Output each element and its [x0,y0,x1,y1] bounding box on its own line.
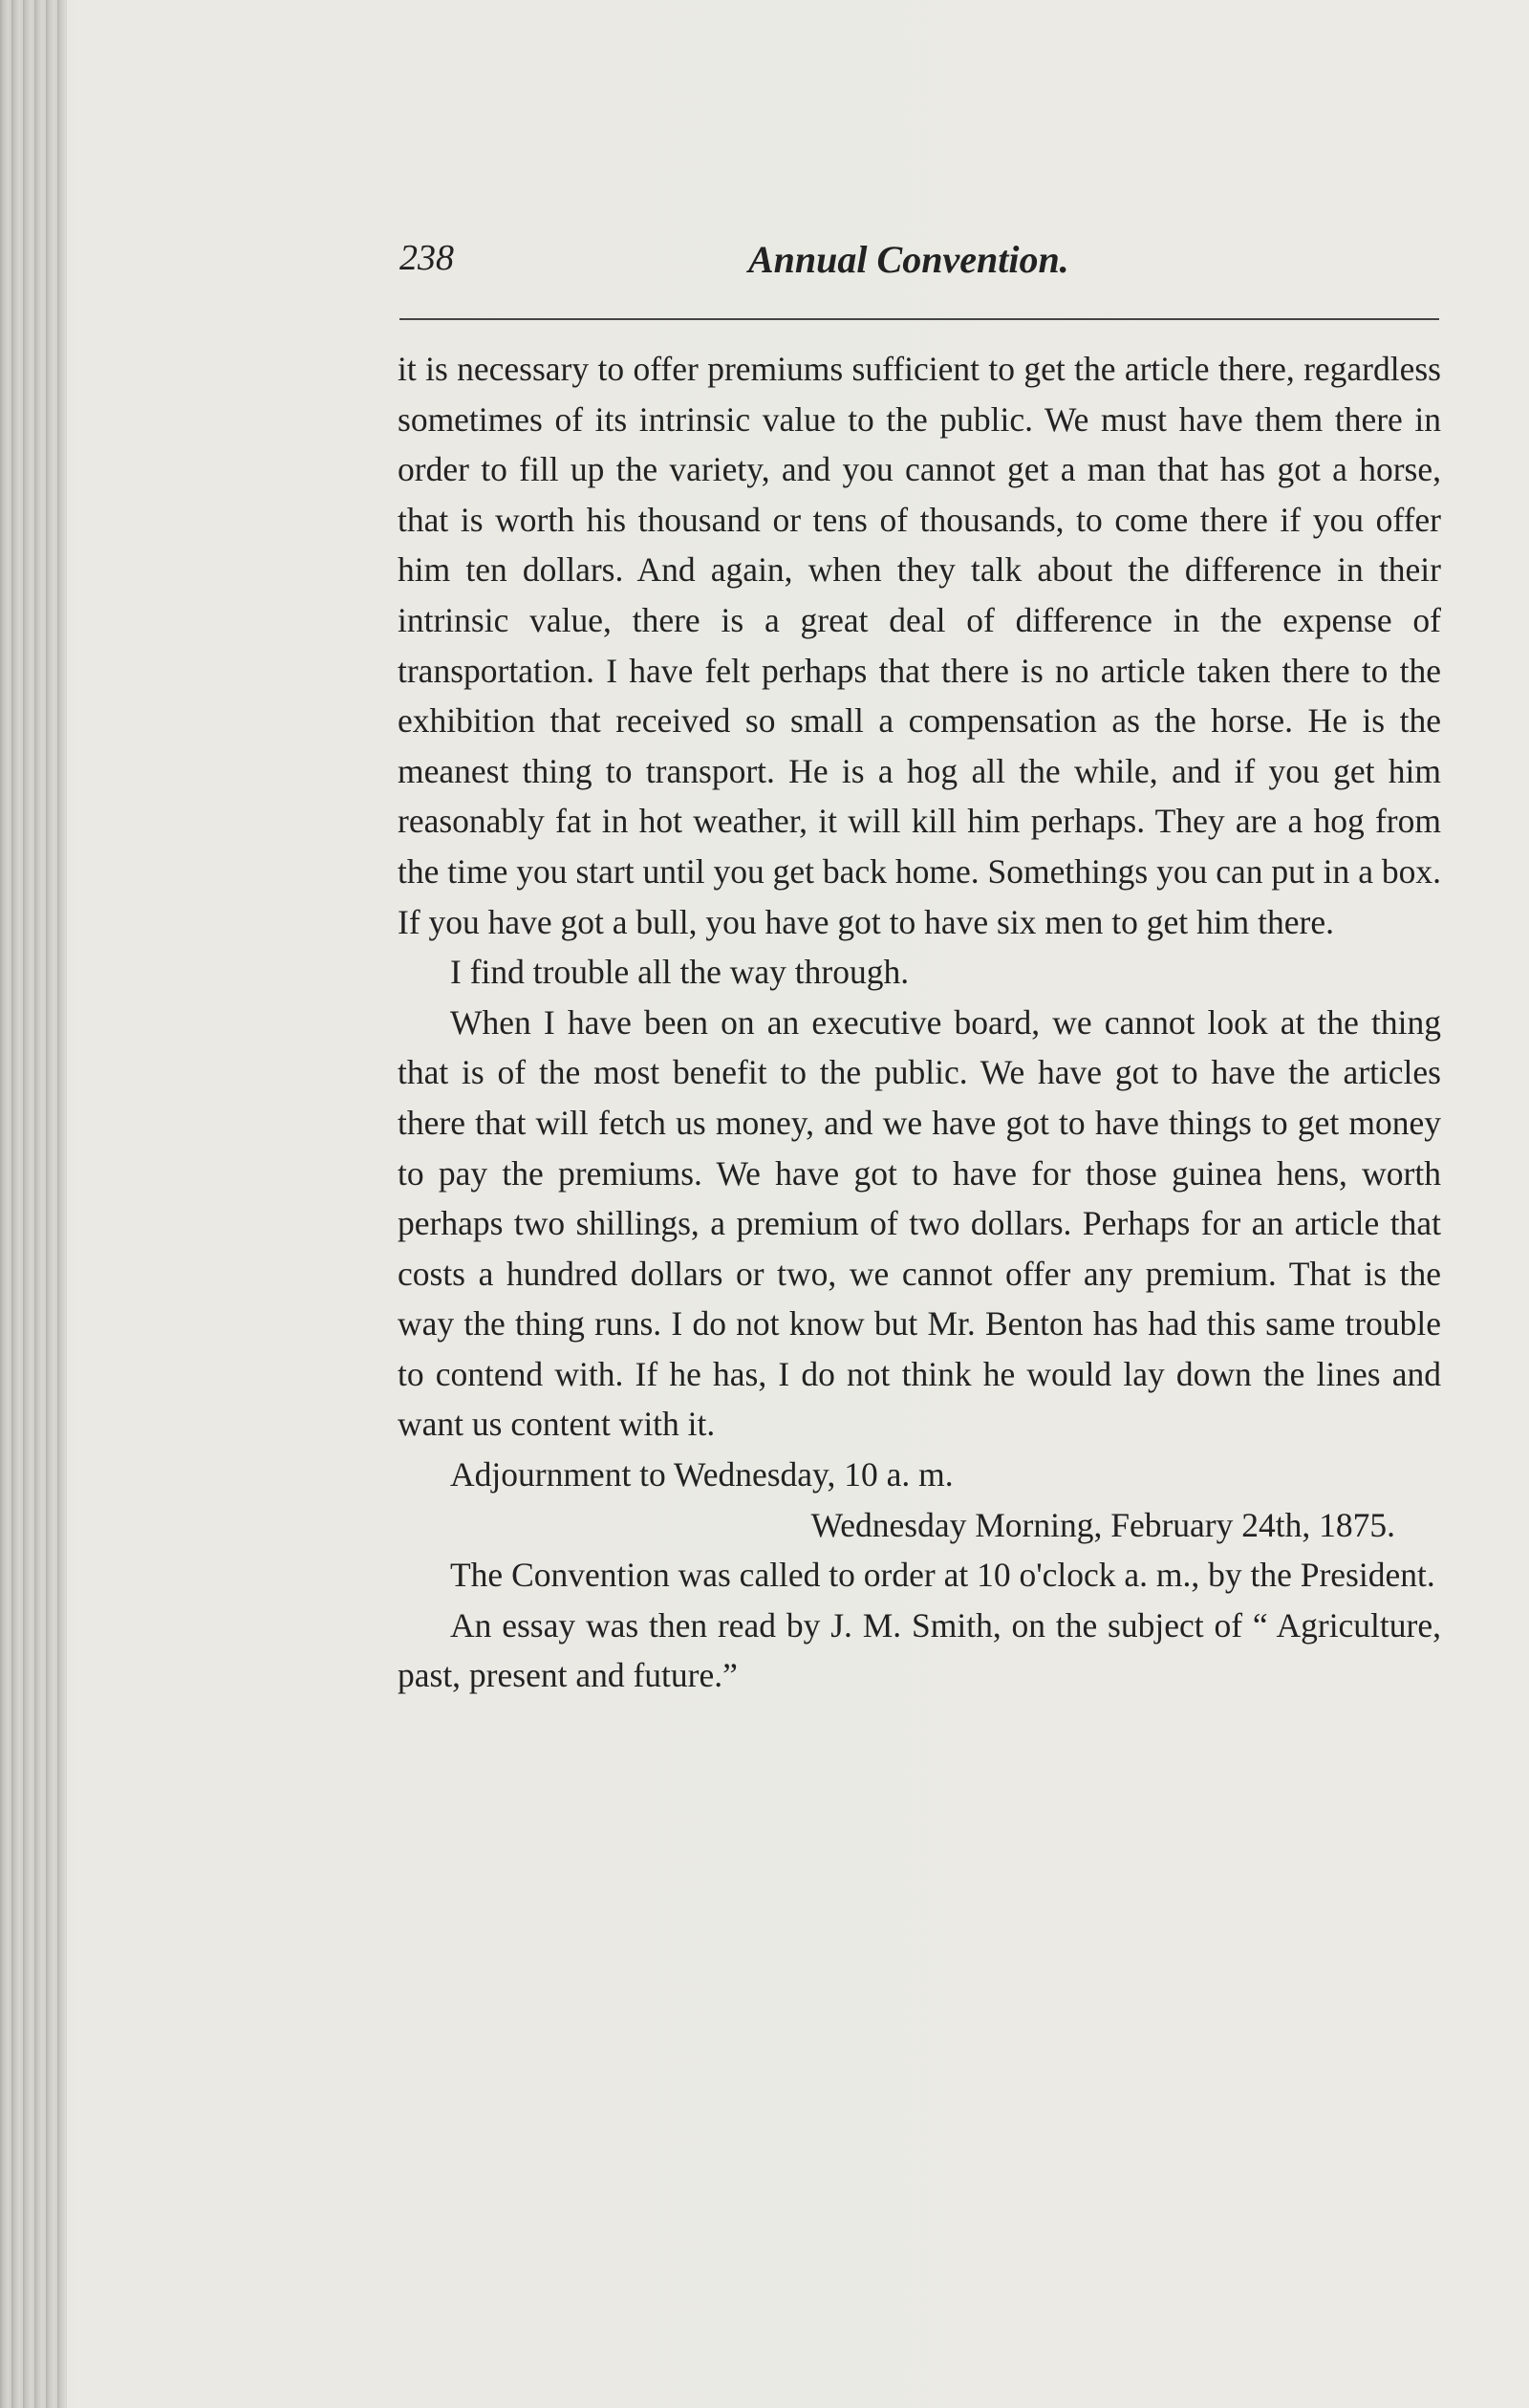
dateline: Wednesday Morning, February 24th, 1875. [810,1505,1395,1544]
page-number: 238 [399,238,454,278]
paragraph-executive-board: When I have been on an executive board, we cannot look at the thing that is of the most benefit to the public. We have got to have the articles there that will fetch us money, and we have got to have things to get money to pay the premiums. We have got to have for those guinea hens, worth perhaps two shillings, a premium of two dollars. Perhaps for an article that costs a hundred dollars or two, we cannot offer any premium. That is the way the thing runs. I do not know but Mr. Benton has had this same trouble to contend with. If he has, I do not think he would lay down the lines and want us content with it. [398,1002,1441,1444]
running-head: Annual Convention. [748,238,1069,281]
body-text [398,344,1441,1701]
header-rule [399,318,1439,320]
paragraph-continuation: it is necessary to offer premiums sufficient to get the article there, regardless sometimes of its intrinsic value to the public. We must have them there in order to fill up the variety, and you cannot get a man that has got a horse, that is worth his thousand or tens of thousands, to come there if you offer him ten dollars. And again, when they talk about the difference in their intrinsic value, there is a great deal of difference in the expense of transportation. I have felt perhaps that there is no article taken there to the exhibition that received so small a compensation as the horse. He is the meanest thing to transport. He is a hog all the while, and if you get him reasonably fat in hot weather, it will kill him perhaps. They are a hog from the time you start until you get back home. Somethings you can put in a box. If you have got a bull, you have got to have six men to get him there. [398,350,1441,941]
paragraph-essay: An essay was then read by J. M. Smith, on the subject of “ Agriculture, past, present and future.” [398,1605,1441,1695]
paragraph-call-to-order: The Convention was called to order at 10 o'clock a. m., by the President. [450,1556,1435,1595]
book-binding-edge [0,0,67,2408]
paragraph-adjournment: Adjournment to Wednesday, 10 a. m. [450,1455,954,1494]
paragraph-trouble: I find trouble all the way through. [450,953,910,992]
page-header [399,237,1441,294]
